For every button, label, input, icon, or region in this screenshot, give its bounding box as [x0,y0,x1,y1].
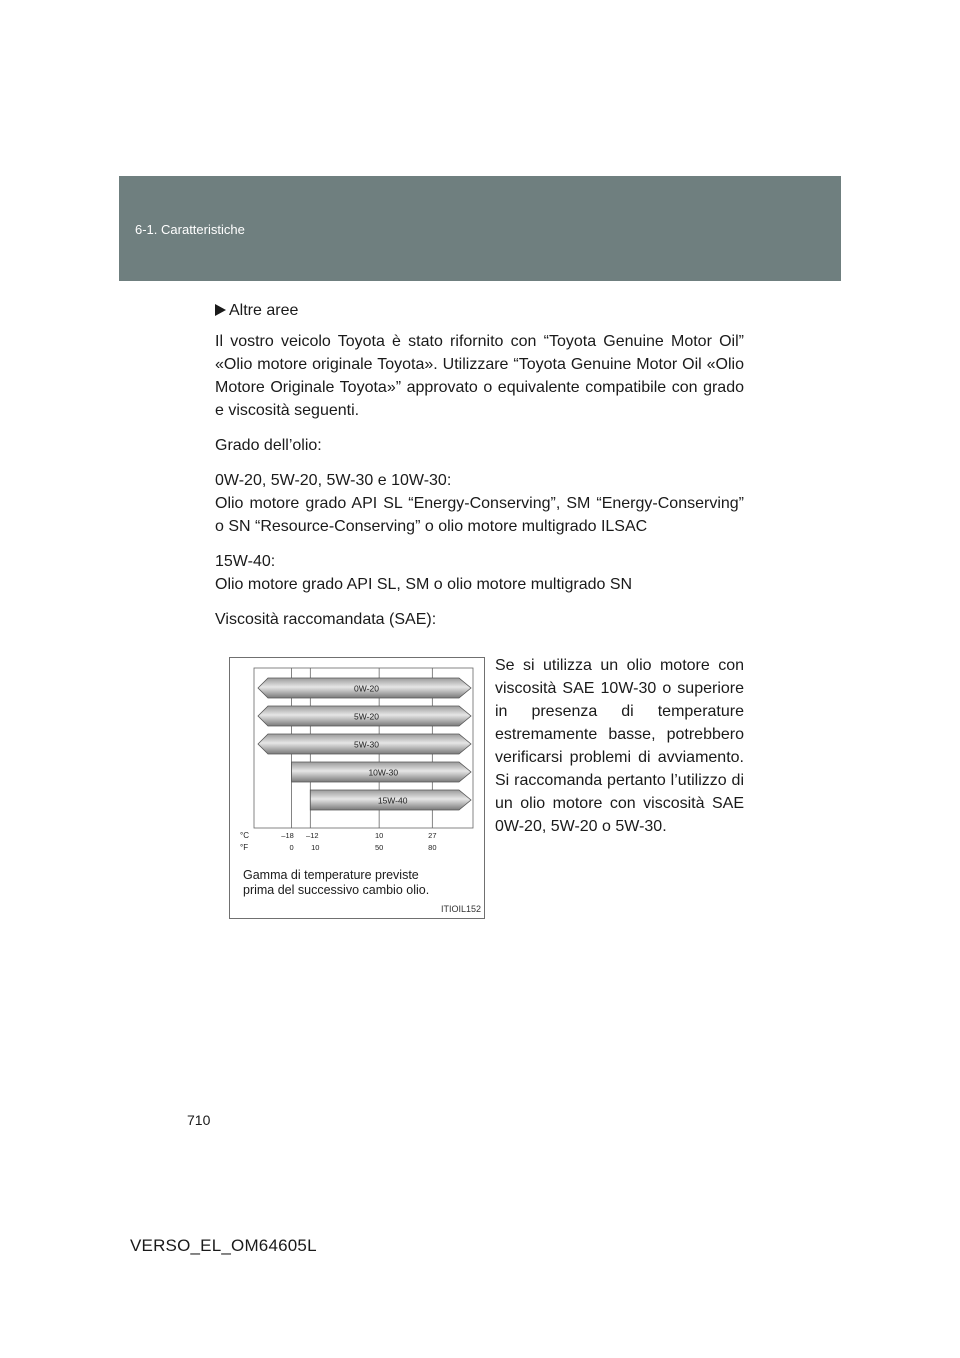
tick-f-1: 10 [311,843,320,852]
side-note: Se si utilizza un olio motore con viscosità SAE 10W-30 o superiore in presenza di temperature estremamente basse, potrebbero verificarsi problemi di avviamento. Si raccomanda pertanto l’utilizzo di un olio motore con viscosità SAE 0W-20, 5W-20 o 5W-30. [495,657,744,835]
document-code: VERSO_EL_OM64605L [130,1236,317,1255]
figure-caption [243,868,429,898]
paragraph-grade: Grado dell’olio: [215,437,322,454]
section-header [119,176,841,281]
caption-line-1: Gamma di temperature previste [243,868,419,882]
bar-label-5w-30: 5W-30 [354,739,379,750]
bar-label-15w-40: 15W-40 [377,795,408,806]
paragraph-15w40-block [215,550,744,596]
paragraph-grades-block [215,469,744,538]
tick-f-0: 0 [289,843,294,852]
subhead-altre-aree [215,302,298,320]
tick-f-2: 50 [374,843,384,852]
grades-list: 0W-20, 5W-20, 5W-30 e 10W-30: [215,472,452,489]
viscosity-chart [230,658,484,858]
page-number: 710 [187,1112,211,1128]
grades-spec: Olio motore grado API SL “Energy-Conserving”, SM “Energy-Conserving” o SN “Resource-Conserving” o olio motore multigrado ILSAC [215,495,744,535]
tick-c-1: –12 [306,831,319,840]
axis-label-c: °C [240,831,249,840]
figure-code: ITIOIL152 [440,904,481,914]
bar-label-5w-20: 5W-20 [354,711,379,722]
grade-15w40: 15W-40: [215,553,276,570]
tick-c-0: –18 [281,831,294,840]
caption-line-2: prima del successivo cambio olio. [243,883,430,897]
main-text [215,330,744,643]
paragraph-intro: Il vostro veicolo Toyota è stato rifornito con “Toyota Genuine Motor Oil” «Olio motore originale Toyota». Utilizzare “Toyota Genuine Motor Oil «Olio Motore Originale Toyota»” approvato o equivalente compatibile con grado e viscosità seguenti. [215,333,744,419]
axis-label-f: °F [240,843,249,852]
grade-15w40-spec: Olio motore grado API SL, SM o olio motore multigrado SN [215,576,633,593]
tick-c-2: 10 [374,831,384,840]
viscosity-chart-figure [229,657,485,919]
tick-f-3: 80 [428,843,437,852]
paragraph-viscosity: Viscosità raccomandata (SAE): [215,611,437,628]
tick-c-3: 27 [428,831,437,840]
section-title: 6-1. Caratteristiche [135,222,245,237]
bar-label-10w-30: 10W-30 [368,767,399,778]
triangle-bullet-icon [215,304,226,316]
bar-label-0w-20: 0W-20 [354,683,379,694]
subhead-label: Altre aree [229,302,299,319]
